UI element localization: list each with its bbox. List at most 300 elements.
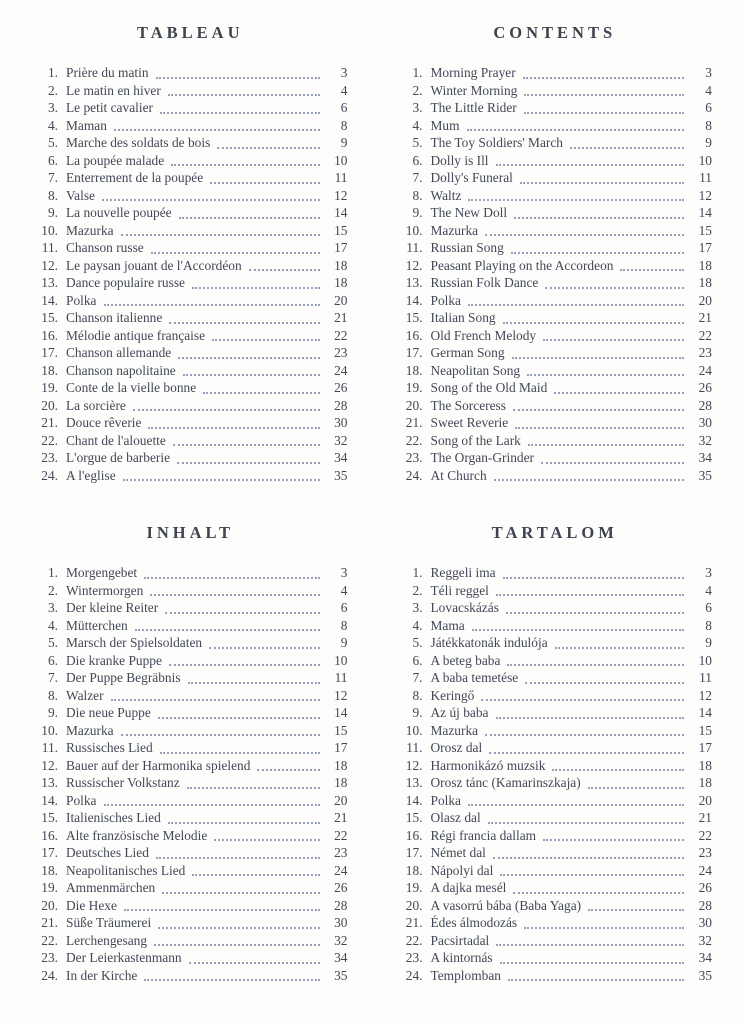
- dot-leader: [496, 717, 684, 719]
- entry-number: 9.: [412, 705, 423, 720]
- entry-number: 20.: [41, 897, 58, 913]
- entry-number: 17.: [405, 345, 423, 360]
- entry-title: Mazurka: [66, 722, 114, 738]
- entry-page-number: 3: [705, 565, 712, 580]
- entry-number: 9.: [47, 205, 58, 220]
- entry-number: 3.: [47, 600, 58, 615]
- toc-entry: [33, 827, 348, 845]
- entry-title: Russischer Volkstanz: [66, 775, 180, 790]
- toc-entry: [398, 844, 713, 862]
- dot-leader: [467, 129, 684, 131]
- entry-title: Russian Folk Dance: [430, 275, 539, 290]
- entry-title: A l'eglise: [66, 467, 116, 483]
- entry-title: Chanson napolitaine: [66, 362, 176, 378]
- entry-number: 14.: [405, 292, 423, 308]
- dot-leader: [121, 234, 320, 236]
- toc-entry: [398, 739, 713, 757]
- entry-page-number: 4: [705, 582, 712, 598]
- entry-page-number: 32: [334, 932, 348, 948]
- toc-list-contents: [398, 64, 713, 484]
- entry-title: Polka: [66, 292, 97, 308]
- toc-entry: [398, 669, 713, 687]
- entry-page-number: 30: [334, 915, 348, 930]
- entry-title: Douce rêverie: [66, 415, 142, 430]
- entry-page-number: 8: [340, 117, 348, 133]
- dot-leader: [162, 892, 319, 894]
- entry-title: Olasz dal: [430, 810, 481, 825]
- entry-number: 18.: [405, 862, 423, 878]
- toc-entry: [398, 564, 713, 582]
- dot-leader: [512, 357, 684, 359]
- dot-leader: [523, 77, 684, 79]
- entry-page-number: 18: [698, 275, 712, 290]
- toc-entry: [398, 949, 713, 967]
- entry-number: 21.: [405, 915, 423, 930]
- entry-number: 8.: [47, 687, 58, 703]
- entry-title: A dajka mesél: [430, 880, 507, 895]
- dot-leader: [104, 804, 320, 806]
- entry-title: Deutsches Lied: [66, 845, 149, 860]
- dot-leader: [169, 322, 319, 324]
- entry-page-number: 18: [334, 275, 348, 290]
- dot-leader: [555, 647, 684, 649]
- toc-entry: [33, 669, 348, 687]
- dot-leader: [160, 752, 320, 754]
- toc-entry: [33, 239, 348, 257]
- entry-number: 5.: [47, 635, 58, 650]
- entry-page-number: 18: [334, 757, 348, 773]
- entry-title: Neapolitanisches Lied: [66, 862, 186, 878]
- entry-title: A vasorrú bába (Baba Yaga): [430, 897, 582, 913]
- entry-page-number: 24: [334, 862, 348, 878]
- entry-title: Édes álmodozás: [430, 915, 518, 930]
- toc-entry: [398, 99, 713, 117]
- dot-leader: [515, 427, 684, 429]
- dot-leader: [543, 339, 684, 341]
- entry-title: Templomban: [430, 967, 501, 983]
- entry-page-number: 9: [340, 135, 348, 150]
- entry-number: 2.: [47, 82, 58, 98]
- entry-title: Mazurka: [66, 222, 114, 238]
- toc-entry: [33, 274, 348, 292]
- entry-title: The Toy Soldiers' March: [430, 135, 564, 150]
- dot-leader: [144, 577, 319, 579]
- entry-number: 7.: [412, 170, 423, 185]
- section-tartalom: [398, 520, 713, 984]
- entry-title: Marche des soldats de bois: [66, 135, 211, 150]
- entry-page-number: 6: [340, 600, 348, 615]
- entry-title: Italian Song: [430, 310, 496, 325]
- toc-entry: [398, 827, 713, 845]
- entry-title: Dolly's Funeral: [430, 170, 513, 185]
- entry-number: 9.: [412, 205, 423, 220]
- entry-page-number: 18: [698, 775, 712, 790]
- entry-title: Régi francia dallam: [430, 827, 537, 843]
- entry-number: 4.: [412, 117, 423, 133]
- entry-page-number: 12: [334, 687, 348, 703]
- toc-entry: [33, 222, 348, 240]
- toc-entry: [398, 362, 713, 380]
- dot-leader: [148, 427, 319, 429]
- entry-title: Mélodie antique française: [66, 327, 206, 343]
- entry-number: 22.: [41, 432, 58, 448]
- entry-page-number: 34: [698, 450, 712, 465]
- dot-leader: [173, 444, 320, 446]
- entry-number: 23.: [405, 450, 423, 465]
- entry-page-number: 8: [705, 617, 712, 633]
- entry-page-number: 23: [334, 845, 348, 860]
- dot-leader: [481, 699, 684, 701]
- entry-page-number: 14: [334, 205, 348, 220]
- toc-entry: [398, 414, 713, 432]
- entry-page-number: 24: [698, 362, 712, 378]
- entry-page-number: 6: [340, 100, 348, 115]
- entry-title: Téli reggel: [430, 582, 489, 598]
- entry-number: 13.: [41, 275, 58, 290]
- entry-title: A beteg baba: [430, 652, 501, 668]
- toc-entry: [398, 704, 713, 722]
- entry-title: The New Doll: [430, 205, 508, 220]
- entry-title: Chanson russe: [66, 240, 144, 255]
- entry-page-number: 4: [340, 82, 348, 98]
- dot-leader: [111, 699, 320, 701]
- entry-number: 20.: [41, 397, 58, 413]
- toc-entry: [33, 397, 348, 415]
- entry-number: 11.: [406, 740, 423, 755]
- toc-entry: [398, 582, 713, 600]
- entry-page-number: 10: [698, 152, 712, 168]
- dot-leader: [524, 927, 684, 929]
- toc-entry: [33, 617, 348, 635]
- entry-title: Prière du matin: [66, 65, 149, 80]
- toc-entry: [33, 704, 348, 722]
- entry-page-number: 32: [334, 432, 348, 448]
- entry-title: Morgengebet: [66, 565, 138, 580]
- toc-entry: [398, 449, 713, 467]
- entry-title: Old French Melody: [430, 327, 537, 343]
- section-title-tartalom: TARTALOM: [491, 523, 618, 542]
- entry-title: A kintornás: [430, 950, 493, 965]
- toc-entry: [33, 204, 348, 222]
- entry-number: 12.: [405, 257, 423, 273]
- entry-number: 14.: [41, 792, 58, 808]
- dot-leader: [541, 462, 684, 464]
- entry-number: 14.: [41, 292, 58, 308]
- entry-number: 9.: [47, 705, 58, 720]
- dot-leader: [160, 112, 320, 114]
- dot-leader: [514, 217, 684, 219]
- section-title-inhalt: INHALT: [146, 523, 235, 542]
- dot-leader: [488, 822, 684, 824]
- entry-page-number: 21: [698, 310, 712, 325]
- entry-page-number: 10: [334, 652, 348, 668]
- entry-title: Italienisches Lied: [66, 810, 161, 825]
- toc-entry: [398, 722, 713, 740]
- entry-page-number: 12: [698, 187, 712, 203]
- entry-number: 19.: [41, 880, 58, 895]
- entry-page-number: 15: [698, 722, 712, 738]
- entry-number: 13.: [405, 275, 423, 290]
- toc-entry: [33, 757, 348, 775]
- entry-page-number: 28: [698, 897, 712, 913]
- entry-number: 8.: [47, 187, 58, 203]
- entry-title: Ammenmärchen: [66, 880, 156, 895]
- entry-page-number: 35: [698, 467, 712, 483]
- entry-title: The Little Rider: [430, 100, 517, 115]
- toc-entry: [33, 949, 348, 967]
- entry-number: 1.: [47, 65, 58, 80]
- toc-entry: [398, 152, 713, 170]
- entry-title: Chanson allemande: [66, 345, 172, 360]
- toc-entry: [33, 362, 348, 380]
- toc-entry: [398, 879, 713, 897]
- dot-leader: [150, 594, 319, 596]
- entry-title: The Organ-Grinder: [430, 450, 534, 465]
- entry-page-number: 9: [340, 635, 348, 650]
- entry-number: 1.: [412, 65, 423, 80]
- entry-number: 10.: [41, 222, 58, 238]
- entry-page-number: 30: [334, 415, 348, 430]
- toc-entry: [33, 169, 348, 187]
- entry-number: 7.: [412, 670, 423, 685]
- toc-entry: [33, 432, 348, 450]
- entry-number: 24.: [41, 467, 58, 483]
- entry-title: Süße Träumerei: [66, 915, 152, 930]
- entry-title: Reggeli ima: [430, 565, 496, 580]
- dot-leader: [189, 962, 320, 964]
- section-contents: [398, 20, 713, 484]
- dot-leader: [168, 822, 320, 824]
- entry-title: Keringő: [430, 687, 475, 703]
- entry-title: Song of the Lark: [430, 432, 521, 448]
- toc-entry: [33, 414, 348, 432]
- entry-title: Mazurka: [430, 222, 479, 238]
- toc-entry: [398, 809, 713, 827]
- dot-leader: [165, 612, 319, 614]
- entry-title: Bauer auf der Harmonika spielend: [66, 757, 251, 773]
- entry-page-number: 12: [698, 687, 712, 703]
- entry-page-number: 34: [698, 950, 712, 965]
- entry-page-number: 10: [698, 652, 712, 668]
- entry-number: 18.: [405, 362, 423, 378]
- toc-entry: [33, 652, 348, 670]
- dot-leader: [524, 94, 684, 96]
- dot-leader: [493, 857, 684, 859]
- entry-title: A baba temetése: [430, 670, 519, 685]
- dot-leader: [503, 322, 684, 324]
- entry-number: 22.: [405, 932, 423, 948]
- entry-number: 18.: [41, 862, 58, 878]
- entry-number: 6.: [412, 152, 423, 168]
- entry-title: Wintermorgen: [66, 582, 144, 598]
- entry-page-number: 28: [334, 397, 348, 413]
- dot-leader: [506, 612, 684, 614]
- toc-entry: [398, 862, 713, 880]
- toc-entry: [33, 564, 348, 582]
- entry-title: Német dal: [430, 845, 486, 860]
- dot-leader: [524, 112, 684, 114]
- toc-entry: [398, 687, 713, 705]
- entry-number: 5.: [412, 635, 423, 650]
- entry-page-number: 12: [334, 187, 348, 203]
- entry-title: In der Kirche: [66, 967, 138, 983]
- toc-entry: [398, 467, 713, 485]
- entry-number: 8.: [412, 187, 423, 203]
- entry-page-number: 35: [698, 967, 712, 983]
- dot-leader: [528, 444, 684, 446]
- entry-title: Orosz tánc (Kamarinszkaja): [430, 775, 581, 790]
- entry-number: 18.: [41, 362, 58, 378]
- entry-number: 2.: [47, 582, 58, 598]
- dot-leader: [192, 874, 319, 876]
- toc-entry: [398, 169, 713, 187]
- entry-title: Marsch der Spielsoldaten: [66, 635, 203, 650]
- dot-leader: [154, 944, 319, 946]
- entry-title: Mama: [430, 617, 465, 633]
- entry-number: 6.: [47, 152, 58, 168]
- dot-leader: [620, 269, 684, 271]
- entry-title: Mum: [430, 117, 460, 133]
- entry-page-number: 17: [334, 740, 348, 755]
- entry-page-number: 26: [334, 380, 348, 395]
- toc-entry: [33, 599, 348, 617]
- entry-title: Die Hexe: [66, 897, 117, 913]
- entry-title: Chant de l'alouette: [66, 432, 166, 448]
- section-inhalt: [33, 520, 348, 984]
- entry-number: 16.: [405, 327, 423, 343]
- dot-leader: [210, 182, 319, 184]
- toc-entry: [398, 967, 713, 985]
- entry-title: Dolly is Ill: [430, 152, 489, 168]
- entry-title: Dance populaire russe: [66, 275, 185, 290]
- dot-leader: [472, 629, 684, 631]
- entry-number: 16.: [41, 327, 58, 343]
- entry-title: Harmonikázó muzsik: [430, 757, 546, 773]
- dot-leader: [520, 182, 684, 184]
- entry-page-number: 18: [334, 257, 348, 273]
- dot-leader: [511, 252, 684, 254]
- toc-entry: [398, 344, 713, 362]
- dot-leader: [192, 287, 320, 289]
- entry-page-number: 22: [698, 327, 712, 343]
- entry-number: 15.: [41, 810, 58, 825]
- toc-entry: [398, 239, 713, 257]
- entry-number: 3.: [412, 600, 423, 615]
- entry-page-number: 24: [698, 862, 712, 878]
- toc-entry: [33, 914, 348, 932]
- entry-page-number: 18: [698, 757, 712, 773]
- entry-number: 19.: [41, 380, 58, 395]
- entry-title: Walzer: [66, 687, 104, 703]
- dot-leader: [249, 269, 320, 271]
- entry-title: Waltz: [430, 187, 462, 203]
- entry-page-number: 3: [705, 65, 712, 80]
- toc-entry: [33, 309, 348, 327]
- entry-title: Mütterchen: [66, 617, 128, 633]
- entry-number: 3.: [412, 100, 423, 115]
- entry-number: 24.: [405, 967, 423, 983]
- toc-entry: [33, 844, 348, 862]
- entry-title: Peasant Playing on the Accordeon: [430, 257, 614, 273]
- toc-entry: [33, 739, 348, 757]
- dot-leader: [503, 577, 684, 579]
- entry-page-number: 23: [698, 845, 712, 860]
- dot-leader: [104, 304, 320, 306]
- toc-entry: [33, 379, 348, 397]
- entry-title: Az új baba: [430, 705, 489, 720]
- toc-entry: [398, 204, 713, 222]
- toc-entry: [398, 634, 713, 652]
- entry-page-number: 21: [334, 310, 348, 325]
- entry-page-number: 30: [698, 415, 712, 430]
- entry-number: 7.: [47, 170, 58, 185]
- entry-number: 11.: [406, 240, 423, 255]
- toc-entry: [398, 379, 713, 397]
- toc-entry: [398, 757, 713, 775]
- dot-leader: [187, 787, 320, 789]
- entry-number: 1.: [47, 565, 58, 580]
- entry-page-number: 11: [334, 170, 348, 185]
- toc-entry: [398, 432, 713, 450]
- entry-page-number: 21: [334, 810, 348, 825]
- entry-page-number: 34: [334, 450, 348, 465]
- dot-leader: [114, 129, 320, 131]
- entry-title: L'orgue de barberie: [66, 450, 171, 465]
- entry-title: Játékkatonák indulója: [430, 635, 548, 650]
- entry-page-number: 20: [698, 792, 712, 808]
- toc-entry: [398, 774, 713, 792]
- entry-number: 13.: [405, 775, 423, 790]
- entry-page-number: 8: [705, 117, 712, 133]
- entry-page-number: 18: [698, 257, 712, 273]
- dot-leader: [144, 979, 319, 981]
- entry-number: 15.: [405, 310, 423, 325]
- toc-entry: [398, 617, 713, 635]
- toc-entry: [33, 582, 348, 600]
- entry-page-number: 20: [334, 292, 348, 308]
- toc-entry: [398, 274, 713, 292]
- entry-title: Sweet Reverie: [430, 415, 509, 430]
- entry-page-number: 30: [698, 915, 712, 930]
- entry-number: 14.: [405, 792, 423, 808]
- toc-entry: [33, 792, 348, 810]
- entry-number: 6.: [412, 652, 423, 668]
- dot-leader: [570, 147, 684, 149]
- dot-leader: [485, 234, 684, 236]
- toc-entry: [398, 222, 713, 240]
- entry-page-number: 32: [698, 432, 712, 448]
- entry-title: Nápolyi dal: [430, 862, 494, 878]
- entry-page-number: 3: [340, 565, 348, 580]
- dot-leader: [500, 874, 684, 876]
- entry-number: 22.: [405, 432, 423, 448]
- toc-entry: [33, 187, 348, 205]
- entry-title: Neapolitan Song: [430, 362, 521, 378]
- toc-entry: [33, 134, 348, 152]
- toc-entry: [33, 152, 348, 170]
- dot-leader: [543, 839, 684, 841]
- toc-entry: [398, 792, 713, 810]
- dot-leader: [124, 909, 320, 911]
- toc-list-inhalt: [33, 564, 348, 984]
- entry-page-number: 20: [334, 792, 348, 808]
- dot-leader: [508, 979, 684, 981]
- entry-page-number: 20: [698, 292, 712, 308]
- dot-leader: [468, 304, 684, 306]
- entry-page-number: 15: [334, 722, 348, 738]
- entry-number: 4.: [47, 617, 58, 633]
- toc-grid: [33, 20, 712, 984]
